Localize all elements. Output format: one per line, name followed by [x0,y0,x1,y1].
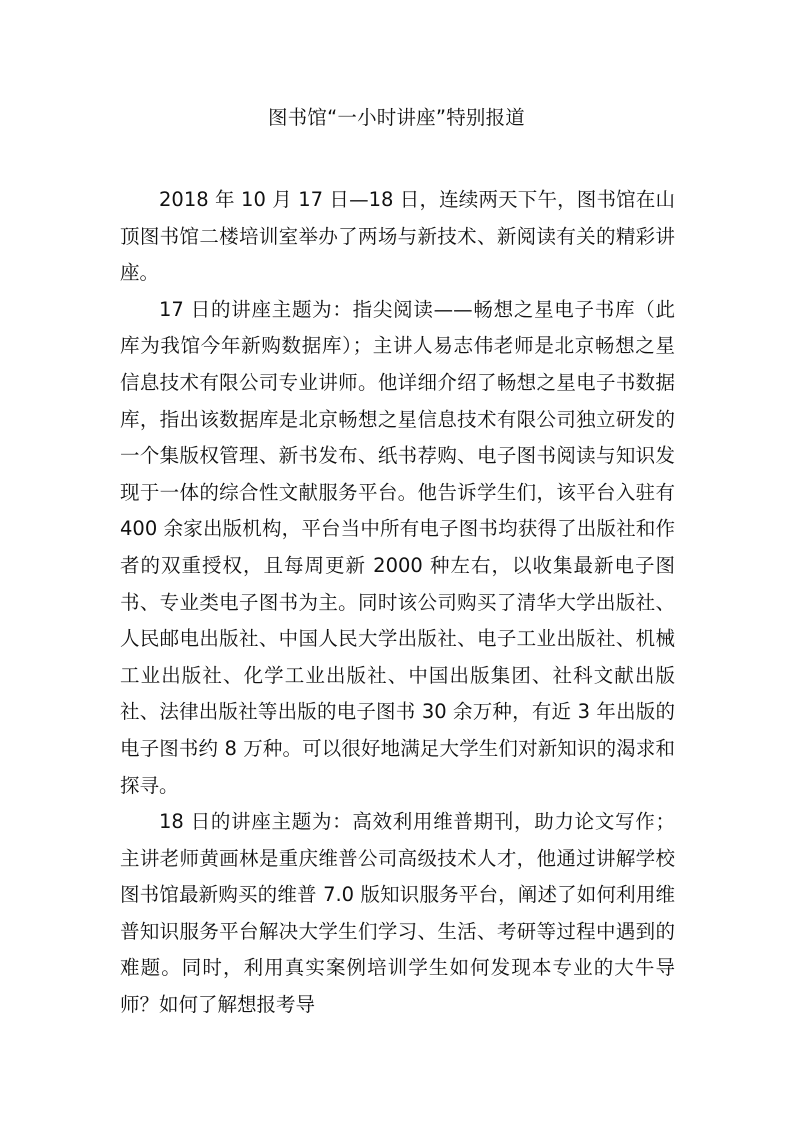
paragraph-1: 2018 年 10 月 17 日—18 日，连续两天下午，图书馆在山顶图书馆二楼培训室举办了两场与新技术、新阅读有关的精彩讲座。 [120,188,675,285]
paragraph-2: 17 日的讲座主题为：指尖阅读——畅想之星电子书库（此库为我馆今年新购数据库）；主讲人易志伟老师是北京畅想之星信息技术有限公司专业讲师。他详细介绍了畅想之星电子书数据库，指出该数据库是北京畅想之星信息技术有限公司独立研发的一个集版权管理、新书发布、纸书荐购、电子图书阅读与知识发现于一体的综合性文献服务平台。他告诉学生们，该平台入驻有 400 余家出版机构，平台当中所有电子图书均获得了出版社和作者的双重授权，且每周更新 2000 种左右，以收集最新电子图书、专业类电子图书为主。同时该公司购买了清华大学出版社、人民邮电出版社、中国人民大学出版社、电子工业出版社、机械工业出版社、化学工业出版社、中国出版集团、社科文献出版社、法律出版社等出版的电子图书 30 余万种，有近 3 年出版的电子图书约 8 万种。可以很好地满足大学生们对新知识的渴求和探寻。 [120,297,675,797]
article-body [120,182,675,1024]
paragraph-3: 18 日的讲座主题为：高效利用维普期刊，助力论文写作；主讲老师黄画林是重庆维普公司高级技术人才，他通过讲解学校图书馆最新购买的维普 7.0 版知识服务平台，阐述了如何利用维普知识服务平台解决大学生们学习、生活、考研等过程中遇到的难题。同时，利用真实案例培训学生如何发现本专业的大牛导师？如何了解想报考导 [120,810,675,1017]
page-title: 图书馆“一小时讲座”特别报道 [267,106,525,129]
